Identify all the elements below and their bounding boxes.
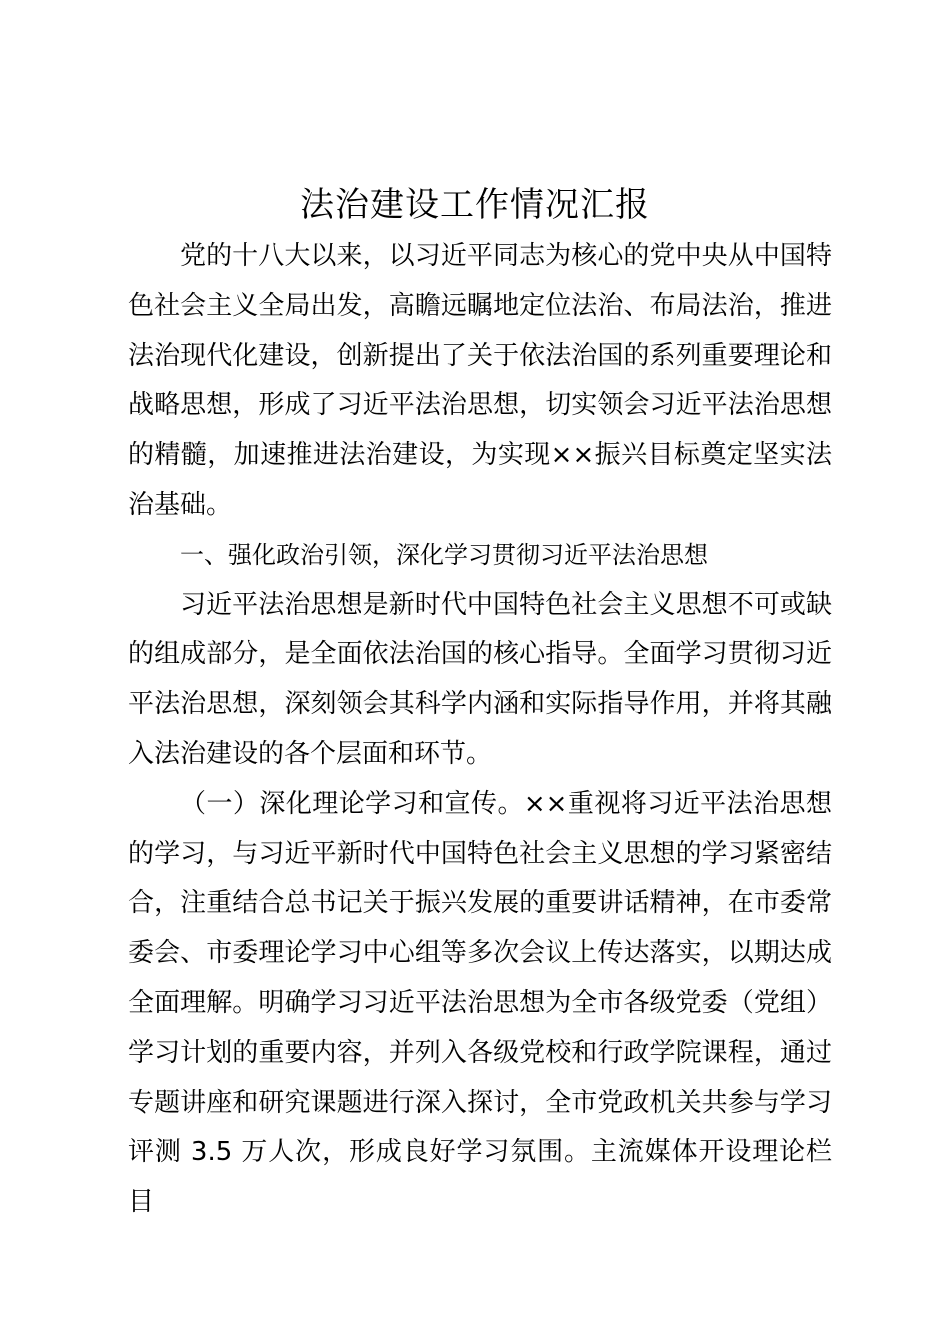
section-1-paragraph: 习近平法治思想是新时代中国特色社会主义思想不可或缺的组成部分，是全面依法治国的核心指导。全面学习贯彻习近平法治思想，深刻领会其科学内涵和实际指导作用，并将其融入法治建设的各个层面和环节。 (128, 589, 832, 769)
document-title: 法治建设工作情况汇报 (300, 185, 650, 225)
document-body (128, 232, 832, 1228)
section-heading-1: 一、强化政治引领，深化学习贯彻习近平法治思想 (180, 540, 708, 569)
intro-paragraph: 党的十八大以来，以习近平同志为核心的党中央从中国特色社会主义全局出发，高瞻远瞩地定位法治、布局法治，推进法治现代化建设，创新提出了关于依法治国的系列重要理论和战略思想，形成了习近平法治思想，切实领会习近平法治思想的精髓，加速推进法治建设，为实现××振兴目标奠定坚实法治基础。 (128, 241, 832, 520)
subsection-1-paragraph: （一）深化理论学习和宣传。××重视将习近平法治思想的学习，与习近平新时代中国特色社会主义思想的学习紧密结合，注重结合总书记关于振兴发展的重要讲话精神，在市委常委会、市委理论学习中心组等多次会议上传达落实，以期达成全面理解。明确学习习近平法治思想为全市各级党委（党组）学习计划的重要内容，并列入各级党校和行政学院课程，通过专题讲座和研究课题进行深入探讨，全市党政机关共参与学习评测 3.5 万人次，形成良好学习氛围。主流媒体开设理论栏目 (128, 788, 832, 1218)
